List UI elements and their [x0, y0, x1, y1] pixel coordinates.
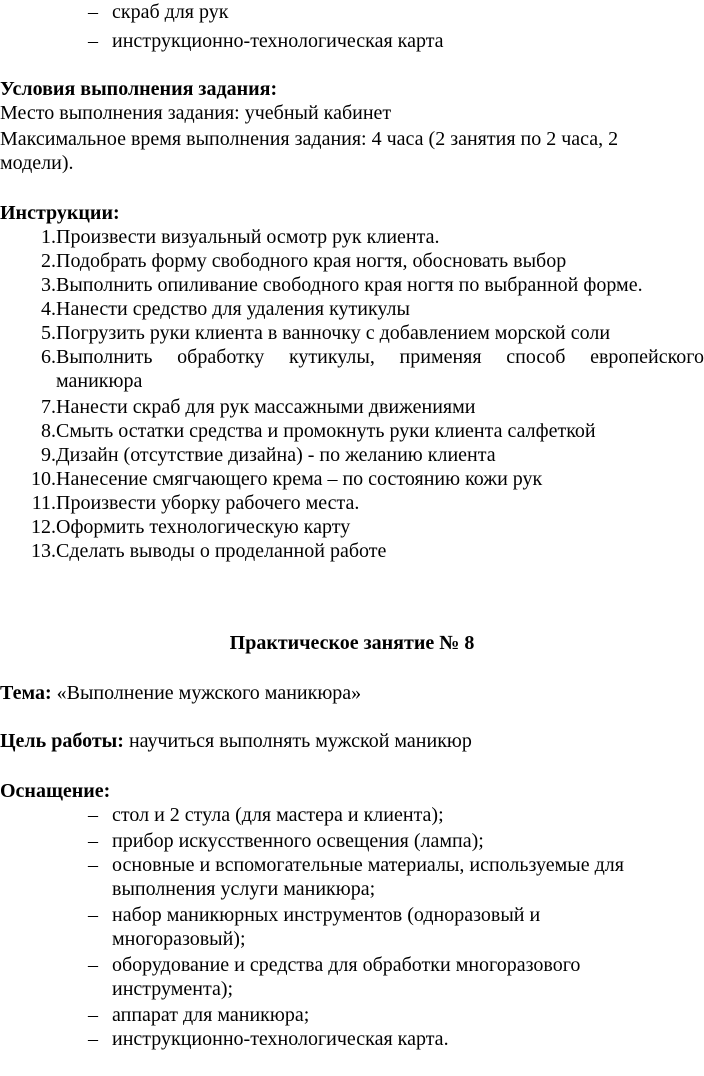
dash-bullet: – [88, 954, 98, 976]
list-item [88, 0, 688, 24]
equipment-heading: Оснащение: [0, 780, 111, 802]
item-number: 13. [31, 540, 56, 562]
item-text: Нанести скраб для рук массажными движениями [56, 396, 476, 418]
equipment-text: стол и 2 стула (для мастера и клиента); [112, 804, 444, 826]
instruction-item [22, 225, 704, 249]
instruction-item [22, 273, 704, 297]
equipment-text: инструкционно-технологическая карта. [112, 1028, 449, 1050]
instruction-item [22, 443, 704, 467]
topic-label: Тема: [0, 682, 52, 704]
equipment-item [88, 953, 688, 1001]
item-text: Нанесение смягчающего крема – по состоянию кожи рук [56, 468, 543, 490]
equipment-text-line2: многоразовый); [112, 928, 246, 950]
item-number: 9. [41, 444, 56, 466]
item-number: 3. [41, 274, 56, 296]
list-item-text: инструкционно-технологическая карта [112, 30, 444, 52]
item-text: Дизайн (отсутствие дизайна) - по желанию клиента [56, 444, 496, 466]
topic-line [0, 681, 361, 705]
item-number: 11. [31, 492, 56, 514]
item-number: 5. [41, 322, 56, 344]
item-number: 7. [41, 396, 56, 418]
equipment-text-line1: основные и вспомогательные материалы, используемые для [112, 854, 624, 876]
instruction-item [22, 345, 704, 393]
item-text: Сделать выводы о проделанной работе [56, 540, 387, 562]
item-text: Произвести уборку рабочего места. [56, 492, 360, 514]
equipment-text-line1: набор маникюрных инструментов (одноразовый и [112, 904, 541, 926]
item-text-line2: маникюра [56, 370, 143, 392]
equipment-item [88, 803, 688, 827]
equipment-text-line1: оборудование и средства для обработки многоразового [112, 954, 581, 976]
item-text: Произвести визуальный осмотр рук клиента. [56, 226, 440, 248]
item-text: Смыть остатки средства и промокнуть руки клиента салфеткой [56, 420, 596, 442]
instruction-item [22, 297, 704, 321]
dash-bullet: – [88, 804, 98, 826]
item-text: Подобрать форму свободного края ногтя, обосновать выбор [56, 250, 567, 272]
equipment-item [88, 853, 688, 901]
instruction-item [22, 321, 704, 345]
equipment-text: прибор искусственного освещения (лампа); [112, 830, 484, 852]
item-text: Оформить технологическую карту [56, 516, 351, 538]
equipment-text-line2: инструмента); [112, 978, 234, 1000]
conditions-time-line1: Максимальное время выполнения задания: 4 часа (2 занятия по 2 часа, 2 [0, 128, 619, 150]
item-number: 10. [31, 468, 56, 490]
dash-bullet: – [88, 30, 98, 52]
item-number: 2. [41, 250, 56, 272]
dash-bullet: – [88, 854, 98, 876]
dash-bullet: – [88, 904, 98, 926]
conditions-place: Место выполнения задания: учебный кабинет [0, 102, 392, 124]
dash-bullet: – [88, 1028, 98, 1050]
instruction-item [22, 539, 704, 563]
goal-line [0, 729, 472, 753]
list-item [88, 29, 688, 53]
item-number: 4. [41, 298, 56, 320]
item-text: Нанести средство для удаления кутикулы [56, 298, 410, 320]
item-number: 8. [41, 420, 56, 442]
instruction-item [22, 515, 704, 539]
instruction-item [22, 467, 704, 491]
goal-label: Цель работы: [0, 730, 124, 752]
dash-bullet: – [88, 1004, 98, 1026]
equipment-item [88, 1027, 688, 1051]
list-item-text: скраб для рук [112, 1, 229, 23]
topic-value: «Выполнение мужского маникюра» [51, 682, 362, 704]
equipment-item [88, 903, 688, 951]
equipment-item [88, 829, 688, 853]
item-text: Выполнить опиливание свободного края ногтя по выбранной форме. [56, 274, 643, 296]
goal-value: научиться выполнять мужской маникюр [123, 730, 472, 752]
conditions-heading: Условия выполнения задания: [0, 78, 278, 100]
item-text-line1: Выполнить обработку кутикулы, применяя способ европейского [56, 346, 704, 368]
item-number: 1. [41, 226, 56, 248]
conditions-time-line2: модели). [0, 152, 74, 174]
equipment-item [88, 1003, 688, 1027]
dash-bullet: – [88, 830, 98, 852]
instruction-item [22, 491, 704, 515]
instruction-item [22, 395, 704, 419]
instruction-item [22, 419, 704, 443]
equipment-text: аппарат для маникюра; [112, 1004, 310, 1026]
instruction-item [22, 249, 704, 273]
item-number: 12. [31, 516, 56, 538]
item-number: 6. [41, 346, 56, 368]
dash-bullet: – [88, 1, 98, 23]
practical-title: Практическое занятие № 8 [229, 632, 475, 654]
item-text: Погрузить руки клиента в ванночку с добавлением морской соли [56, 322, 611, 344]
equipment-text-line2: выполнения услуги маникюра; [112, 878, 376, 900]
instructions-heading: Инструкции: [0, 202, 120, 224]
